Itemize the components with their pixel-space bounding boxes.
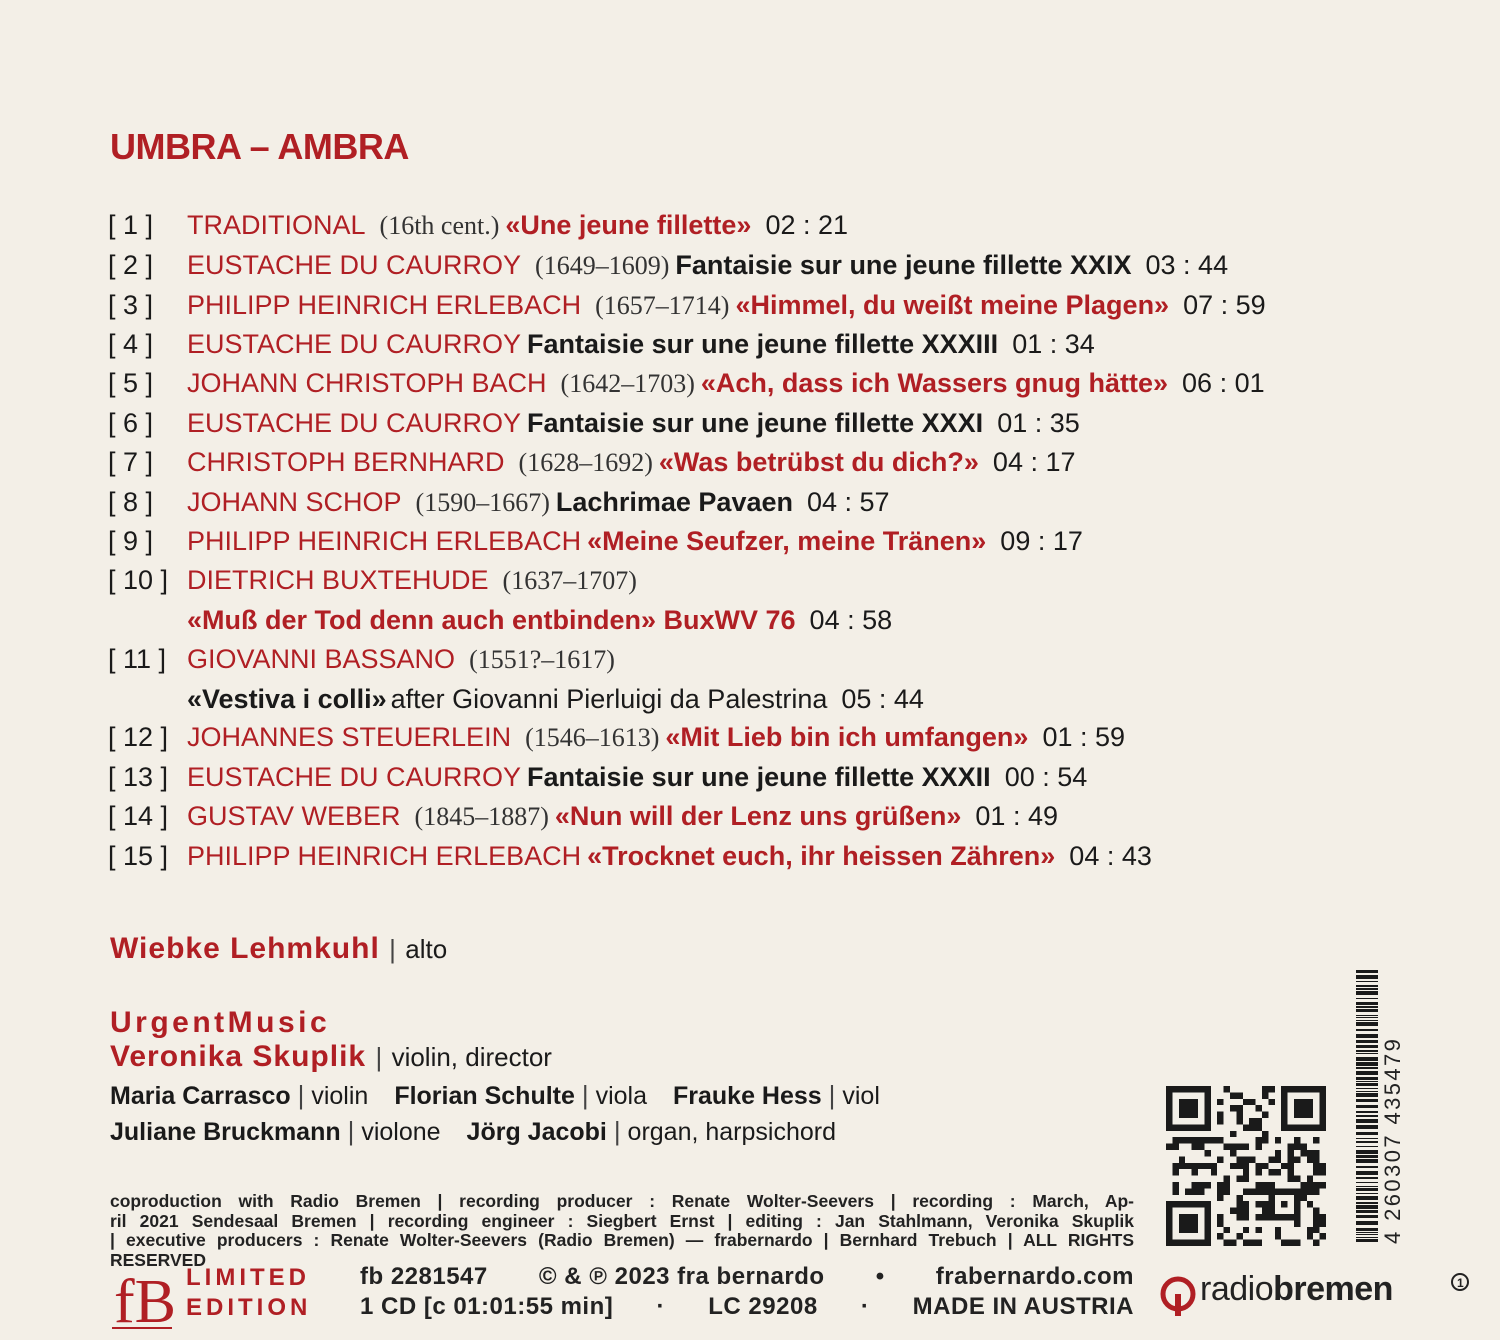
track-number: [ 9 ] xyxy=(108,526,154,557)
edition-label: EDITION xyxy=(186,1294,312,1321)
composer: GUSTAV WEBER xyxy=(187,800,401,831)
credits-line: coproduction with Radio Bremen | recording producer : Renate Wolter-Seevers | recording : March, Ap- xyxy=(110,1191,1134,1211)
soloist xyxy=(110,932,447,966)
track-number: [ 7 ] xyxy=(108,446,154,477)
composer-dates: (1642–1703) xyxy=(560,369,695,399)
musician-role: organ, harpsichord xyxy=(627,1118,837,1146)
composer-dates: (16th cent.) xyxy=(379,211,500,240)
logo-text: fB xyxy=(114,1268,176,1334)
work-title: «Une jeune fillette» xyxy=(505,210,752,240)
composer: DIETRICH BUXTEHUDE xyxy=(187,565,489,596)
track-number: [ 2 ] xyxy=(108,249,154,280)
musician-name: Jörg Jacobi xyxy=(466,1118,607,1146)
composer-dates: (1546–1613) xyxy=(525,723,660,753)
work-title: «Nun will der Lenz uns grüßen» xyxy=(554,800,962,831)
work-title: Lachrimae Pavaen xyxy=(555,486,793,517)
track-number: [ 14 ] xyxy=(108,800,169,831)
musician-name: Florian Schulte xyxy=(394,1082,575,1110)
track-row xyxy=(108,286,1408,326)
track-duration: 01 : 59 xyxy=(1042,722,1126,753)
track-duration: 07 : 59 xyxy=(1183,289,1266,320)
composer-dates: (1628–1692) xyxy=(518,447,653,477)
track-number: [ 3 ] xyxy=(108,289,154,320)
tracklist xyxy=(108,206,1408,876)
track-duration: 05 : 44 xyxy=(841,683,924,714)
dot: · xyxy=(860,1293,870,1320)
work-title: Fantaisie sur une jeune fillette XXIX xyxy=(675,249,1132,280)
track-row xyxy=(108,483,1408,523)
credits-line: | executive producers : Renate Wolter-Seevers (Radio Bremen) — frabernardo | Bernhard Trebuch | ALL RIGHTS RESERVED xyxy=(110,1230,1134,1270)
musician xyxy=(673,1082,880,1110)
made-in: MADE IN AUSTRIA xyxy=(912,1293,1134,1320)
track-row xyxy=(108,758,1408,797)
ensemble-name: UrgentMusic xyxy=(110,1006,331,1039)
fra-bernardo-logo xyxy=(112,1262,176,1334)
catalog-number: fb 2281547 xyxy=(360,1263,488,1290)
catalog-info-row-2 xyxy=(360,1293,1134,1321)
work-title: Fantaisie sur une jeune fillette XXXII xyxy=(527,762,991,793)
track-row xyxy=(108,246,1408,286)
dot: · xyxy=(656,1293,666,1320)
track-number: [ 15 ] xyxy=(108,840,169,871)
separator: | xyxy=(828,1080,836,1110)
track-row xyxy=(108,640,1408,719)
soloist-role: alto xyxy=(405,934,448,964)
work-title: «Ach, dass ich Wassers gnug hätte» xyxy=(700,368,1169,399)
work-title: «Trocknet euch, ihr heissen Zähren» xyxy=(587,840,1056,871)
composer: EUSTACHE DU CAURROY xyxy=(187,762,522,793)
track-duration: 02 : 21 xyxy=(765,210,849,240)
composer: EUSTACHE DU CAURROY xyxy=(187,407,522,438)
radio-word: radio xyxy=(1200,1270,1274,1308)
separator: | xyxy=(613,1116,621,1146)
limited-label: LIMITED xyxy=(186,1264,310,1291)
composer-dates: (1649–1609) xyxy=(535,250,670,280)
director-name: Veronika Skuplik xyxy=(110,1040,367,1073)
musicians-row-2 xyxy=(110,1116,862,1147)
composer: EUSTACHE DU CAURROY xyxy=(187,249,522,280)
track-row xyxy=(108,837,1408,876)
copyright: © & ℗ 2023 fra bernardo xyxy=(538,1263,825,1290)
work-title: «Meine Seufzer, meine Tränen» xyxy=(587,526,987,557)
track-number: [ 11 ] xyxy=(108,643,167,674)
work-title: «Vestiva i colli» xyxy=(187,683,387,714)
track-number: [ 4 ] xyxy=(108,329,154,360)
track-number: [ 6 ] xyxy=(108,407,154,438)
track-duration: 04 : 58 xyxy=(809,604,893,635)
composer-dates: (1637–1707) xyxy=(502,566,637,596)
musician-name: Juliane Bruckmann xyxy=(110,1118,341,1146)
track-duration: 04 : 57 xyxy=(807,486,890,517)
credits-line: ril 2021 Sendesaal Bremen | recording engineer : Siegbert Ernst | editing : Jan Stahlmann, Veronika Skuplik xyxy=(110,1210,1134,1231)
qr-code-icon xyxy=(1166,1086,1326,1246)
track-row xyxy=(108,443,1408,483)
musicians-row-1 xyxy=(110,1080,906,1111)
track-duration: 01 : 34 xyxy=(1012,329,1095,360)
musician xyxy=(110,1118,441,1146)
logo-superscript: 1 xyxy=(1457,1276,1464,1290)
track-row xyxy=(108,561,1408,640)
composer: GIOVANNI BASSANO xyxy=(187,643,456,674)
track-number: [ 10 ] xyxy=(108,565,169,596)
work-title: «Muß der Tod denn auch entbinden» BuxWV 76 xyxy=(187,604,796,635)
separator: | xyxy=(347,1116,355,1146)
track-row xyxy=(108,404,1408,443)
track-duration: 03 : 44 xyxy=(1145,249,1229,280)
work-note: after Giovanni Pierluigi da Palestrina xyxy=(390,683,828,714)
work-title: «Was betrübst du dich?» xyxy=(658,446,979,477)
format-duration: 1 CD [c 01:01:55 min] xyxy=(360,1293,614,1320)
director xyxy=(110,1040,552,1074)
track-row xyxy=(108,206,1408,246)
separator: | xyxy=(581,1080,589,1110)
composer: TRADITIONAL xyxy=(187,210,366,240)
track-row xyxy=(108,797,1408,837)
musician-name: Frauke Hess xyxy=(673,1082,822,1110)
separator: | xyxy=(375,1042,383,1072)
musician-role: violin xyxy=(311,1082,369,1110)
limited-edition xyxy=(186,1263,311,1323)
work-title: Fantaisie sur une jeune fillette XXXIII xyxy=(527,329,999,360)
work-title: «Himmel, du weißt meine Plagen» xyxy=(735,289,1170,320)
track-row xyxy=(108,522,1408,561)
track-duration: 01 : 35 xyxy=(997,407,1080,438)
composer-dates: (1657–1714) xyxy=(595,290,730,320)
soloist-name: Wiebke Lehmkuhl xyxy=(110,932,380,965)
composer: PHILIPP HEINRICH ERLEBACH xyxy=(187,840,582,871)
musician-role: viol xyxy=(842,1082,880,1110)
composer: EUSTACHE DU CAURROY xyxy=(187,329,522,360)
label-code: LC 29208 xyxy=(708,1293,818,1320)
track-number: [ 13 ] xyxy=(108,762,169,793)
track-row xyxy=(108,325,1408,364)
composer: PHILIPP HEINRICH ERLEBACH xyxy=(187,289,582,320)
track-duration: 06 : 01 xyxy=(1182,368,1265,399)
work-title: Fantaisie sur une jeune fillette XXXI xyxy=(527,407,984,438)
track-duration: 04 : 17 xyxy=(992,446,1076,477)
composer: JOHANN SCHOP xyxy=(187,486,402,517)
composer: JOHANNES STEUERLEIN xyxy=(187,722,512,753)
radio-bremen-wordmark xyxy=(1200,1270,1393,1309)
composer-dates: (1845–1887) xyxy=(414,801,549,831)
track-number: [ 1 ] xyxy=(108,210,154,240)
composer: CHRISTOPH BERNHARD xyxy=(187,446,505,477)
musician xyxy=(467,1118,836,1146)
musician-role: violone xyxy=(361,1118,441,1146)
bullet: • xyxy=(875,1263,885,1290)
track-duration: 00 : 54 xyxy=(1004,762,1088,793)
track-number: [ 5 ] xyxy=(108,368,154,399)
composer-dates: (1551?–1617) xyxy=(469,644,615,674)
director-role: violin, director xyxy=(391,1042,552,1072)
track-number: [ 12 ] xyxy=(108,722,169,753)
track-row xyxy=(108,364,1408,404)
composer-dates: (1590–1667) xyxy=(415,487,550,517)
album-title: UMBRA – AMBRA xyxy=(110,126,409,167)
barcode-digits: 4 260307 435479 xyxy=(1380,1036,1405,1244)
production-credits xyxy=(110,1192,1134,1270)
bremen-word: bremen xyxy=(1273,1270,1393,1308)
composer: JOHANN CHRISTOPH BACH xyxy=(187,368,547,399)
track-duration: 04 : 43 xyxy=(1069,840,1152,871)
separator: | xyxy=(389,934,396,964)
musician xyxy=(110,1082,368,1110)
track-duration: 09 : 17 xyxy=(1000,526,1083,557)
musician-role: viola xyxy=(595,1082,647,1110)
work-title: «Mit Lieb bin ich umfangen» xyxy=(665,722,1029,753)
musician-name: Maria Carrasco xyxy=(110,1082,291,1110)
composer: PHILIPP HEINRICH ERLEBACH xyxy=(187,526,582,557)
track-row xyxy=(108,718,1408,758)
website: frabernardo.com xyxy=(935,1263,1134,1290)
separator: | xyxy=(297,1080,305,1110)
catalog-info-row-1 xyxy=(360,1263,1134,1291)
track-duration: 01 : 49 xyxy=(975,800,1058,831)
track-number: [ 8 ] xyxy=(108,486,154,517)
musician xyxy=(394,1082,647,1110)
